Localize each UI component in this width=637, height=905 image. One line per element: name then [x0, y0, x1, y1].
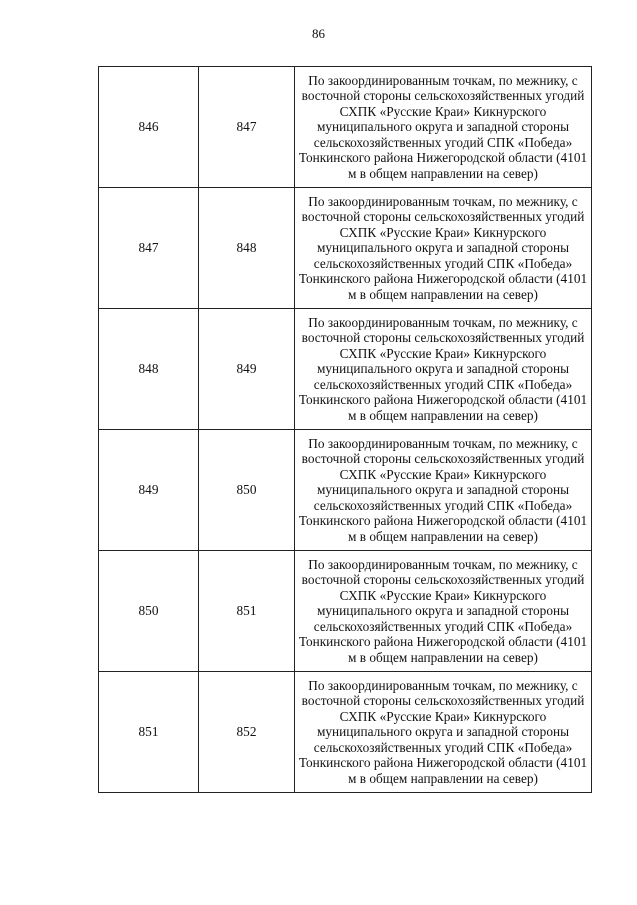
point-from: 851 [99, 672, 199, 793]
point-from: 846 [99, 67, 199, 188]
table-row [99, 430, 592, 551]
point-from: 849 [99, 430, 199, 551]
point-from: 850 [99, 551, 199, 672]
point-from: 848 [99, 309, 199, 430]
point-to: 847 [199, 67, 295, 188]
table-row [99, 309, 592, 430]
page-number: 86 [312, 26, 325, 41]
boundary-table [98, 66, 592, 793]
segment-description: По закоординированным точкам, по межнику, с восточной стороны сельскохозяйственных угодий СХПК «Русские Краи» Кикнурского муниципального округа и западной стороны сельскохозяйственных угодий СПК «Победа» Тонкинского района Нижегородской области (4101 м в общем направлении на север) [295, 551, 592, 672]
point-to: 851 [199, 551, 295, 672]
table-row [99, 67, 592, 188]
segment-description: По закоординированным точкам, по межнику, с восточной стороны сельскохозяйственных угодий СХПК «Русские Краи» Кикнурского муниципального округа и западной стороны сельскохозяйственных угодий СПК «Победа» Тонкинского района Нижегородской области (4101 м в общем направлении на север) [295, 67, 592, 188]
point-to: 852 [199, 672, 295, 793]
point-from: 847 [99, 188, 199, 309]
point-to: 849 [199, 309, 295, 430]
table-row [99, 672, 592, 793]
table-row [99, 188, 592, 309]
table-row [99, 551, 592, 672]
segment-description: По закоординированным точкам, по межнику, с восточной стороны сельскохозяйственных угодий СХПК «Русские Краи» Кикнурского муниципального округа и западной стороны сельскохозяйственных угодий СПК «Победа» Тонкинского района Нижегородской области (4101 м в общем направлении на север) [295, 309, 592, 430]
segment-description: По закоординированным точкам, по межнику, с восточной стороны сельскохозяйственных угодий СХПК «Русские Краи» Кикнурского муниципального округа и западной стороны сельскохозяйственных угодий СПК «Победа» Тонкинского района Нижегородской области (4101 м в общем направлении на север) [295, 188, 592, 309]
segment-description: По закоординированным точкам, по межнику, с восточной стороны сельскохозяйственных угодий СХПК «Русские Краи» Кикнурского муниципального округа и западной стороны сельскохозяйственных угодий СПК «Победа» Тонкинского района Нижегородской области (4101 м в общем направлении на север) [295, 430, 592, 551]
point-to: 848 [199, 188, 295, 309]
point-to: 850 [199, 430, 295, 551]
segment-description: По закоординированным точкам, по межнику, с восточной стороны сельскохозяйственных угодий СХПК «Русские Краи» Кикнурского муниципального округа и западной стороны сельскохозяйственных угодий СПК «Победа» Тонкинского района Нижегородской области (4101 м в общем направлении на север) [295, 672, 592, 793]
